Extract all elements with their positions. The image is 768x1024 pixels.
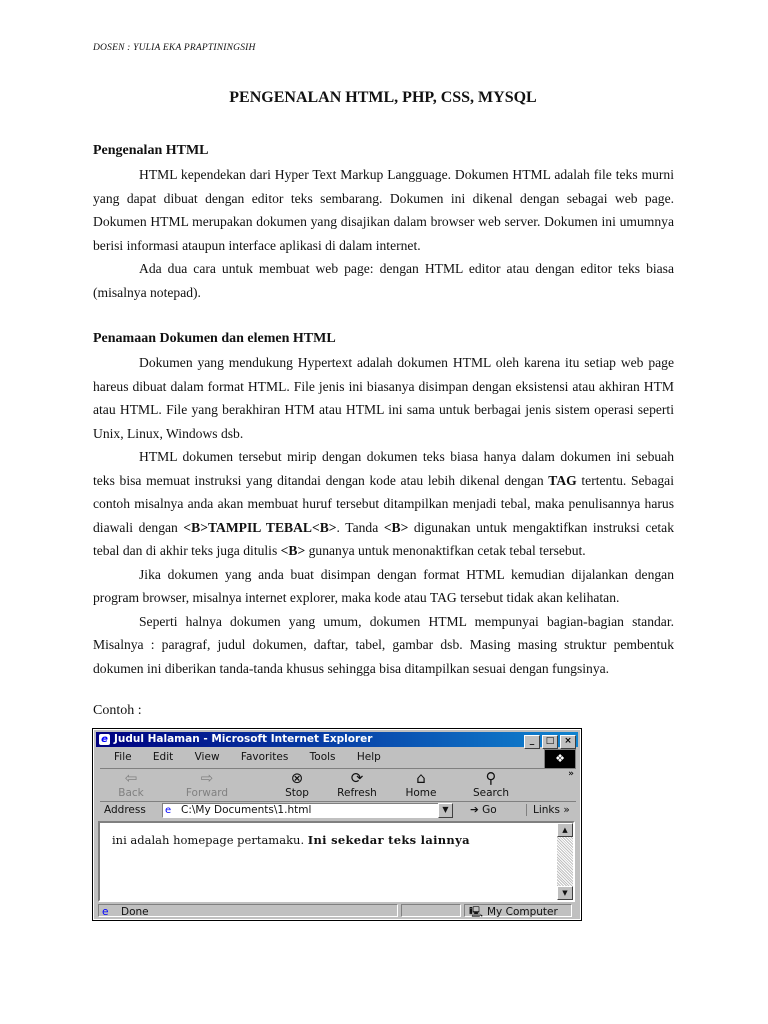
ie-icon: e	[99, 734, 110, 745]
page-done-icon: e	[102, 906, 109, 918]
address-label: Address	[104, 804, 146, 816]
paragraph: Jika dokumen yang anda buat disimpan dengan format HTML kemudian dijalankan dengan program browser, misalnya internet explorer, maka kode atau TAG tersebut tidak akan kelihatan.	[93, 566, 674, 605]
menu-favorites[interactable]: Favorites	[240, 751, 289, 763]
page-title: PENGENALAN HTML, PHP, CSS, MYSQL	[229, 89, 537, 106]
paragraph: Dokumen yang mendukung Hypertext adalah dokumen HTML oleh karena itu setiap web page hareus dibuat dalam format HTML. File jenis ini biasanya disimpan dengan eksistensi atau akhiran HTM atau HTML. File yang berakhiran HTM atau HTML ini sama untuk berbagai jenis sistem operasi seperti Unix, Linux, Windows dsb.	[93, 355, 674, 441]
section-body-penamaan	[93, 351, 674, 680]
stop-button[interactable]: ⊗ Stop	[272, 769, 322, 799]
scroll-down-icon[interactable]: ▼	[557, 886, 573, 900]
chevron-icon[interactable]: »	[568, 769, 574, 779]
address-bar	[100, 801, 576, 820]
menu-bar	[100, 749, 540, 766]
section-body-pengenalan	[93, 163, 674, 304]
paragraph: Seperti halnya dokumen yang umum, dokumen HTML mempunyai bagian-bagian standar. Misalnya : paragraf, judul dokumen, daftar, tabel, gambar dsb. Masing masing struktur pembentuk dokumen ini diberikan tanda-tanda khusus sehingga bisa ditampilkan sesuai dengan fungsinya.	[93, 613, 674, 676]
close-icon[interactable]: ×	[560, 735, 576, 749]
forward-button[interactable]: ⇨ Forward	[182, 769, 232, 799]
browser-screenshot	[93, 729, 581, 920]
menu-edit[interactable]: Edit	[152, 751, 174, 763]
section-heading-pengenalan: Pengenalan HTML	[93, 143, 209, 158]
back-arrow-icon: ⇦	[124, 769, 138, 787]
status-zone: 🖳 My Computer	[464, 904, 572, 917]
home-button[interactable]: ⌂ Home	[396, 769, 446, 799]
paragraph: Ada dua cara untuk membuat web page: dengan HTML editor atau dengan editor teks biasa (misalnya notepad).	[93, 261, 674, 300]
status-done: e Done	[98, 904, 398, 917]
toolbar	[100, 768, 576, 802]
windows-logo-icon: ❖	[544, 749, 576, 769]
home-icon: ⌂	[416, 769, 426, 787]
paragraph: HTML dokumen tersebut mirip dengan dokumen teks biasa hanya dalam dokumen ini sebuah teks bisa memuat instruksi yang ditandai dengan kode atau lebih dikenal dengan TAG tertentu. Sebagai contoh misalnya anda akan membuat huruf tersebut ditampilkan menjadi tebal, maka penulisannya harus diawali dengan <B>TAMPIL TEBAL<B>. Tanda <B> digunakan untuk mengaktifkan instruksi cetak tebal dan di akhir teks juga ditulis <B> gunanya untuk menonaktifkan cetak tebal tersebut.	[93, 449, 674, 558]
menu-view[interactable]: View	[194, 751, 220, 763]
address-dropdown-button[interactable]: ▼	[438, 803, 453, 818]
status-panel	[401, 904, 461, 917]
browser-titlebar	[96, 732, 578, 747]
computer-icon: 🖳	[469, 906, 484, 918]
search-icon: ⚲	[485, 769, 497, 787]
scroll-up-icon[interactable]: ▲	[557, 823, 573, 837]
page-icon: e	[165, 805, 172, 816]
vertical-scrollbar[interactable]	[557, 823, 573, 900]
browser-title: Judul Halaman - Microsoft Internet Explorer	[114, 733, 373, 745]
search-button[interactable]: ⚲ Search	[466, 769, 516, 799]
page-content-text: ini adalah homepage pertamaku. Ini sekedar teks lainnya	[112, 833, 470, 847]
minimize-icon[interactable]: _	[524, 735, 540, 749]
menu-help[interactable]: Help	[356, 751, 381, 763]
page-header: DOSEN : YULIA EKA PRAPTININGSIH	[93, 43, 256, 53]
forward-arrow-icon: ⇨	[200, 769, 214, 787]
stop-icon: ⊗	[290, 769, 304, 787]
window-controls	[522, 733, 576, 749]
paragraph: HTML kependekan dari Hyper Text Markup Langguage. Dokumen HTML adalah file teks murni yang dapat dibuat dengan editor teks sembarang. Dokumen ini dikenal dengan sebagai web page. Dokumen HTML merupakan dokumen yang disajikan dalam browser web server. Dokumen ini umumnya berisi informasi ataupun interface aplikasi di dalam internet.	[93, 167, 674, 253]
refresh-button[interactable]: ⟳ Refresh	[332, 769, 382, 799]
browser-viewport	[98, 821, 575, 902]
maximize-icon[interactable]: □	[542, 735, 558, 749]
back-button[interactable]: ⇦ Back	[106, 769, 156, 799]
example-label: Contoh :	[93, 703, 142, 718]
menu-tools[interactable]: Tools	[309, 751, 336, 763]
menu-file[interactable]: File	[114, 751, 132, 763]
go-button[interactable]: ➔ Go	[470, 804, 497, 816]
section-heading-penamaan: Penamaan Dokumen dan elemen HTML	[93, 331, 336, 346]
refresh-icon: ⟳	[350, 769, 364, 787]
address-input[interactable]: e C:\My Documents\1.html	[162, 803, 452, 818]
status-bar	[98, 904, 576, 918]
links-button[interactable]: Links »	[526, 804, 570, 816]
